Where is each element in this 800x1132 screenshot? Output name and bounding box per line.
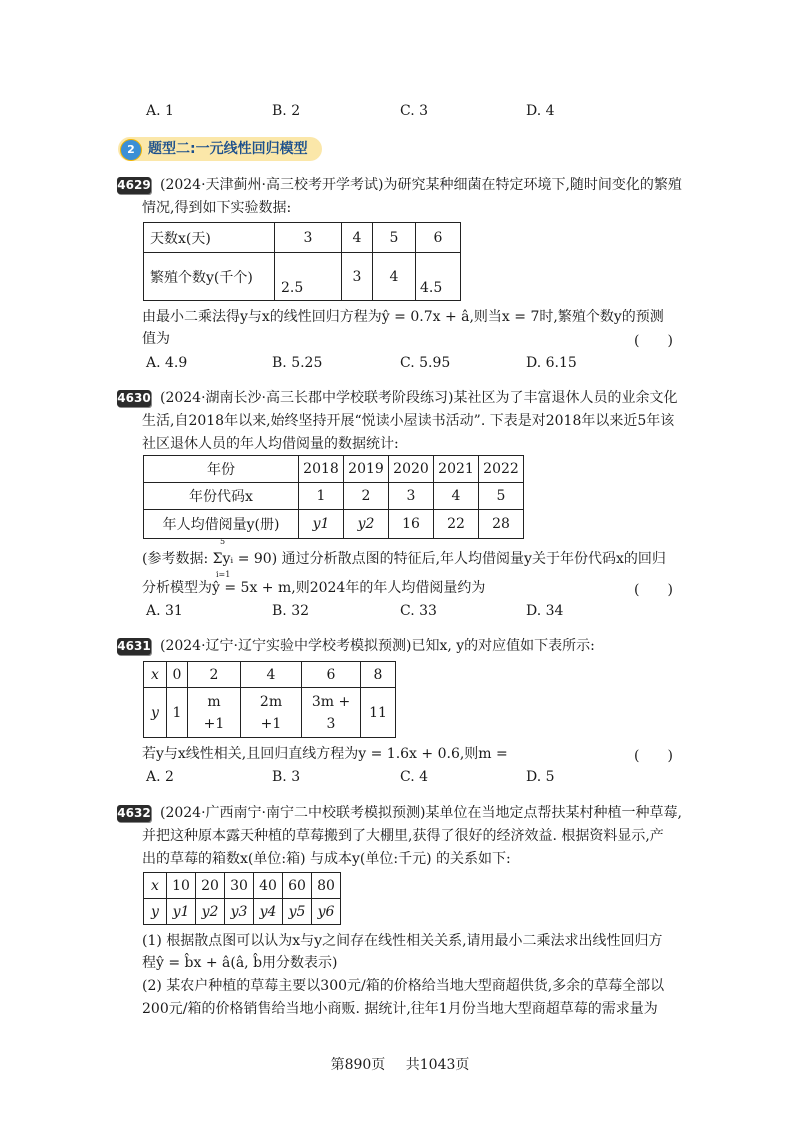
table-cell: 22	[434, 510, 479, 539]
q4632-part2-line1: (2) 某农户种植的草莓主要以300元/箱的价格给当地大型商超供货,多余的草莓全部以	[142, 978, 665, 994]
table-cell: 8	[361, 662, 396, 688]
q4630-line1: (2024·湖南长沙·高三长郡中学校联考阶段练习)某社区为了丰富退休人员的业余文化	[160, 390, 678, 406]
choice-b: B. 5.25	[272, 355, 323, 371]
choice-d: D. 34	[526, 603, 564, 619]
table-cell: 5	[479, 483, 524, 510]
choice-a: A. 2	[146, 769, 174, 785]
table-cell: y6	[312, 899, 341, 925]
table-cell: 1	[167, 688, 188, 738]
table-cell: 2022	[479, 456, 524, 483]
choice-b: B. 2	[272, 103, 301, 119]
table-cell: y5	[283, 899, 312, 925]
table-cell: 2018	[299, 456, 344, 483]
table-cell: 年份	[144, 456, 299, 483]
table-cell: 0	[167, 662, 188, 688]
q4631-answer-paren: ( )	[634, 748, 673, 764]
table-cell: 年份代码x	[144, 483, 299, 510]
q4630-answer-paren: ( )	[634, 582, 673, 598]
q4630-line5: 分析模型为ŷ = 5x + m,则2024年的年人均借阅量约为	[142, 580, 486, 596]
choice-b: B. 3	[272, 769, 301, 785]
table-cell: y2	[344, 510, 389, 539]
table-cell: 年人均借阅量y(册)	[144, 510, 299, 539]
table-cell: 4	[342, 223, 373, 253]
choice-b: B. 32	[272, 603, 310, 619]
q4629-line2: 情况,得到如下实验数据:	[142, 200, 292, 216]
q4629-line4: 值为	[142, 331, 170, 347]
table-cell: 3m + 3	[302, 688, 361, 738]
table-cell: 2	[188, 662, 241, 688]
section-banner	[118, 137, 322, 161]
table-cell: 3	[275, 223, 342, 253]
page-number: 第890页	[330, 1057, 386, 1073]
table-cell: y1	[167, 899, 196, 925]
table-cell: y	[144, 899, 167, 925]
question-number-4631: 4631	[117, 639, 151, 653]
table-cell: 繁殖个数y(千个)	[144, 253, 275, 301]
table-cell: 30	[225, 873, 254, 899]
q4630-table	[143, 455, 524, 539]
choice-c: C. 5.95	[400, 355, 451, 371]
q4629-table	[143, 222, 461, 301]
table-cell: 2020	[389, 456, 434, 483]
table-cell: y2	[196, 899, 225, 925]
table-cell: 3	[389, 483, 434, 510]
q4632-part2-line2: 200元/箱的价格销售给当地小商贩. 据统计,往年1月份当地大型商超草莓的需求量为	[142, 1001, 658, 1017]
choice-a: A. 4.9	[146, 355, 188, 371]
table-cell: 16	[389, 510, 434, 539]
table-cell: 40	[254, 873, 283, 899]
q4630-line3: 社区退休人员的年人均借阅量的数据统计:	[142, 436, 399, 452]
q4631-choices	[146, 769, 706, 789]
q4631-line1: (2024·辽宁·辽宁实验中学校考模拟预测)已知x, y的对应值如下表所示:	[160, 638, 595, 654]
sum-upper-limit: 5	[220, 537, 226, 546]
table-cell: 4.5	[416, 253, 461, 301]
table-cell: 4	[373, 253, 416, 301]
table-cell: 80	[312, 873, 341, 899]
q4629-choices	[146, 355, 706, 375]
table-cell: m +1	[188, 688, 241, 738]
choice-a: A. 31	[146, 603, 183, 619]
q4631-table	[143, 661, 396, 738]
table-cell: 60	[283, 873, 312, 899]
table-cell: 2.5	[275, 253, 342, 301]
q4632-line3: 出的草莓的箱数x(单位:箱) 与成本y(单位:千元) 的关系如下:	[142, 851, 511, 867]
q4629-line3: 由最小二乘法得y与x的线性回归方程为ŷ = 0.7x + â,则当x = 7时,繁殖个数y的预测	[142, 309, 664, 325]
q4632-part1-line2: 程ŷ = b̂x + â(â, b̂用分数表示)	[142, 955, 338, 971]
table-cell: y3	[225, 899, 254, 925]
page-footer	[0, 1054, 800, 1074]
table-cell: 2021	[434, 456, 479, 483]
table-cell: 1	[299, 483, 344, 510]
table-cell: 20	[196, 873, 225, 899]
section-title: 题型二:一元线性回归模型	[148, 141, 308, 157]
table-cell: 3	[342, 253, 373, 301]
question-number-4632: 4632	[117, 806, 151, 820]
table-cell: y	[144, 688, 167, 738]
table-cell: 2019	[344, 456, 389, 483]
table-cell: 10	[167, 873, 196, 899]
q4632-line1: (2024·广西南宁·南宁二中校联考模拟预测)某单位在当地定点帮扶某村种植一种草莓,	[160, 805, 682, 821]
section-number-badge: 2	[120, 139, 142, 161]
choice-c: C. 3	[400, 103, 429, 119]
table-cell: 2m +1	[241, 688, 302, 738]
q4630-choices	[146, 603, 706, 623]
question-number-4629: 4629	[117, 178, 151, 192]
question-number-4630: 4630	[117, 391, 151, 405]
table-cell: 4	[434, 483, 479, 510]
q4630-reference: (参考数据: Σyᵢ = 90) 通过分析散点图的特征后,年人均借阅量y关于年份代码x的回归	[142, 551, 666, 567]
q4631-line2: 若y与x线性相关,且回归直线方程为y = 1.6x + 0.6,则m =	[142, 746, 508, 762]
table-cell: 11	[361, 688, 396, 738]
table-cell: x	[144, 873, 167, 899]
q4630-line2: 生活,自2018年以来,始终坚持开展“悦读小屋读书活动”. 下表是对2018年以来近5年该	[142, 413, 675, 429]
table-cell: 天数x(天)	[144, 223, 275, 253]
q4629-line1: (2024·天津蓟州·高三校考开学考试)为研究某种细菌在特定环境下,随时间变化的繁殖	[160, 177, 682, 193]
table-cell: 28	[479, 510, 524, 539]
choice-c: C. 33	[400, 603, 437, 619]
table-cell: y1	[299, 510, 344, 539]
table-cell: 4	[241, 662, 302, 688]
choice-a: A. 1	[146, 103, 174, 119]
choice-d: D. 5	[526, 769, 555, 785]
q4629-answer-paren: ( )	[634, 333, 673, 349]
prev-question-choices	[146, 103, 706, 123]
total-pages: 共1043页	[405, 1057, 470, 1073]
table-cell: 6	[416, 223, 461, 253]
table-cell: 6	[302, 662, 361, 688]
q4632-line2: 并把这种原本露天种植的草莓搬到了大棚里,获得了很好的经济效益. 根据资料显示,产	[142, 828, 664, 844]
table-cell: 2	[344, 483, 389, 510]
sum-lower-limit: i=1	[216, 570, 231, 579]
q4632-table	[143, 872, 341, 925]
q4632-part1-line1: (1) 根据散点图可以认为x与y之间存在线性相关关系,请用最小二乘法求出线性回归方	[142, 933, 663, 949]
table-cell: x	[144, 662, 167, 688]
table-cell: y4	[254, 899, 283, 925]
choice-d: D. 6.15	[526, 355, 577, 371]
table-cell: 5	[373, 223, 416, 253]
choice-d: D. 4	[526, 103, 555, 119]
choice-c: C. 4	[400, 769, 429, 785]
